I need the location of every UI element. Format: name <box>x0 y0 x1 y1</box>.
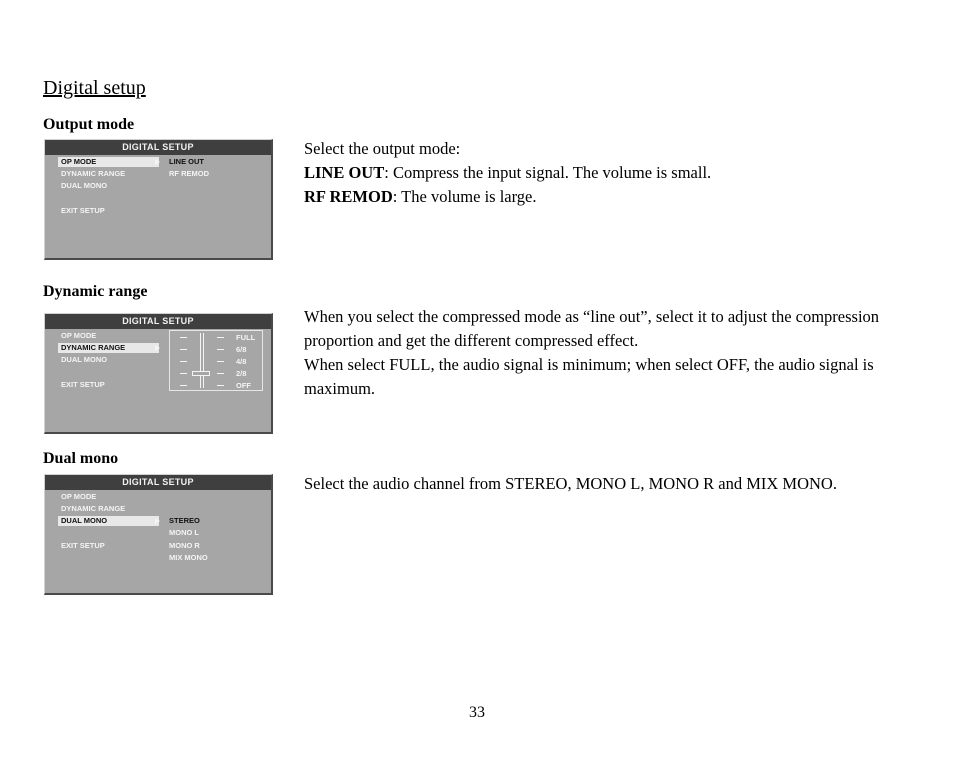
tick-mark <box>180 337 187 338</box>
description-line <box>304 185 924 209</box>
osd-option-rf-remod[interactable]: RF REMOD <box>169 169 209 178</box>
dual-mono-heading: Dual mono <box>43 450 119 467</box>
term-rf-remod: RF REMOD <box>304 187 393 206</box>
slider-thumb[interactable] <box>192 371 210 376</box>
output-mode-heading: Output mode <box>43 116 135 133</box>
arrow-right-icon <box>155 345 160 351</box>
osd-menu-exit-setup[interactable]: EXIT SETUP <box>61 380 105 389</box>
osd-menu-op-mode[interactable]: OP MODE <box>58 157 159 167</box>
osd-menu-dual-mono[interactable]: DUAL MONO <box>61 181 108 190</box>
tick-mark <box>180 385 187 386</box>
osd-option-line-out[interactable]: LINE OUT <box>169 157 204 166</box>
slider-track[interactable] <box>200 333 204 388</box>
tick-mark <box>217 349 224 350</box>
term-definition: : The volume is large. <box>392 187 537 206</box>
dynamic-range-slider[interactable] <box>169 330 263 391</box>
arrow-right-icon <box>155 518 160 524</box>
tick-mark <box>180 373 187 374</box>
range-label-6-8: 6/8 <box>236 345 247 354</box>
osd-menu-dual-mono[interactable]: DUAL MONO <box>58 516 159 526</box>
osd-menu-dynamic-range[interactable]: DYNAMIC RANGE <box>61 169 126 178</box>
osd-menu-op-mode[interactable]: OP MODE <box>61 331 97 340</box>
arrow-right-icon <box>155 159 160 165</box>
osd-output-mode <box>44 139 273 260</box>
range-label-off: OFF <box>236 381 251 390</box>
osd-menu-dual-mono[interactable]: DUAL MONO <box>61 355 108 364</box>
osd-title: DIGITAL SETUP <box>45 140 271 155</box>
dynamic-range-description <box>304 305 924 401</box>
range-label-full: FULL <box>236 333 256 342</box>
osd-menu-op-mode[interactable]: OP MODE <box>61 492 97 501</box>
page-number: 33 <box>469 704 485 721</box>
osd-option-mono-l[interactable]: MONO L <box>169 528 199 537</box>
osd-menu-dynamic-range[interactable]: DYNAMIC RANGE <box>61 504 126 513</box>
description-line <box>304 161 924 185</box>
range-label-2-8: 2/8 <box>236 369 247 378</box>
tick-mark <box>180 361 187 362</box>
tick-mark <box>217 361 224 362</box>
description-paragraph: When select FULL, the audio signal is minimum; when select OFF, the audio signal is maximum. <box>304 355 874 398</box>
tick-mark <box>217 385 224 386</box>
dynamic-range-heading: Dynamic range <box>43 283 148 300</box>
description-paragraph: Select the audio channel from STEREO, MONO L, MONO R and MIX MONO. <box>304 474 837 493</box>
osd-menu-dynamic-range[interactable]: DYNAMIC RANGE <box>58 343 159 353</box>
osd-title: DIGITAL SETUP <box>45 314 271 329</box>
osd-option-mono-r[interactable]: MONO R <box>169 541 200 550</box>
output-mode-description <box>304 137 924 209</box>
osd-menu-exit-setup[interactable]: EXIT SETUP <box>61 206 105 215</box>
page-title: Digital setup <box>43 77 146 99</box>
osd-dual-mono <box>44 474 273 595</box>
range-label-4-8: 4/8 <box>236 357 247 366</box>
tick-mark <box>217 373 224 374</box>
description-paragraph: When you select the compressed mode as “line out”, select it to adjust the compression proportion and get the different compressed effect. <box>304 307 880 350</box>
osd-dynamic-range <box>44 313 273 434</box>
tick-mark <box>180 349 187 350</box>
osd-title: DIGITAL SETUP <box>45 475 271 490</box>
tick-mark <box>217 337 224 338</box>
description-line: Select the output mode: <box>304 139 461 158</box>
osd-menu-exit-setup[interactable]: EXIT SETUP <box>61 541 105 550</box>
dual-mono-description <box>304 472 924 496</box>
osd-option-mix-mono[interactable]: MIX MONO <box>169 553 208 562</box>
term-definition: : Compress the input signal. The volume is small. <box>384 163 712 182</box>
osd-option-stereo[interactable]: STEREO <box>169 516 200 525</box>
term-line-out: LINE OUT <box>304 163 385 182</box>
